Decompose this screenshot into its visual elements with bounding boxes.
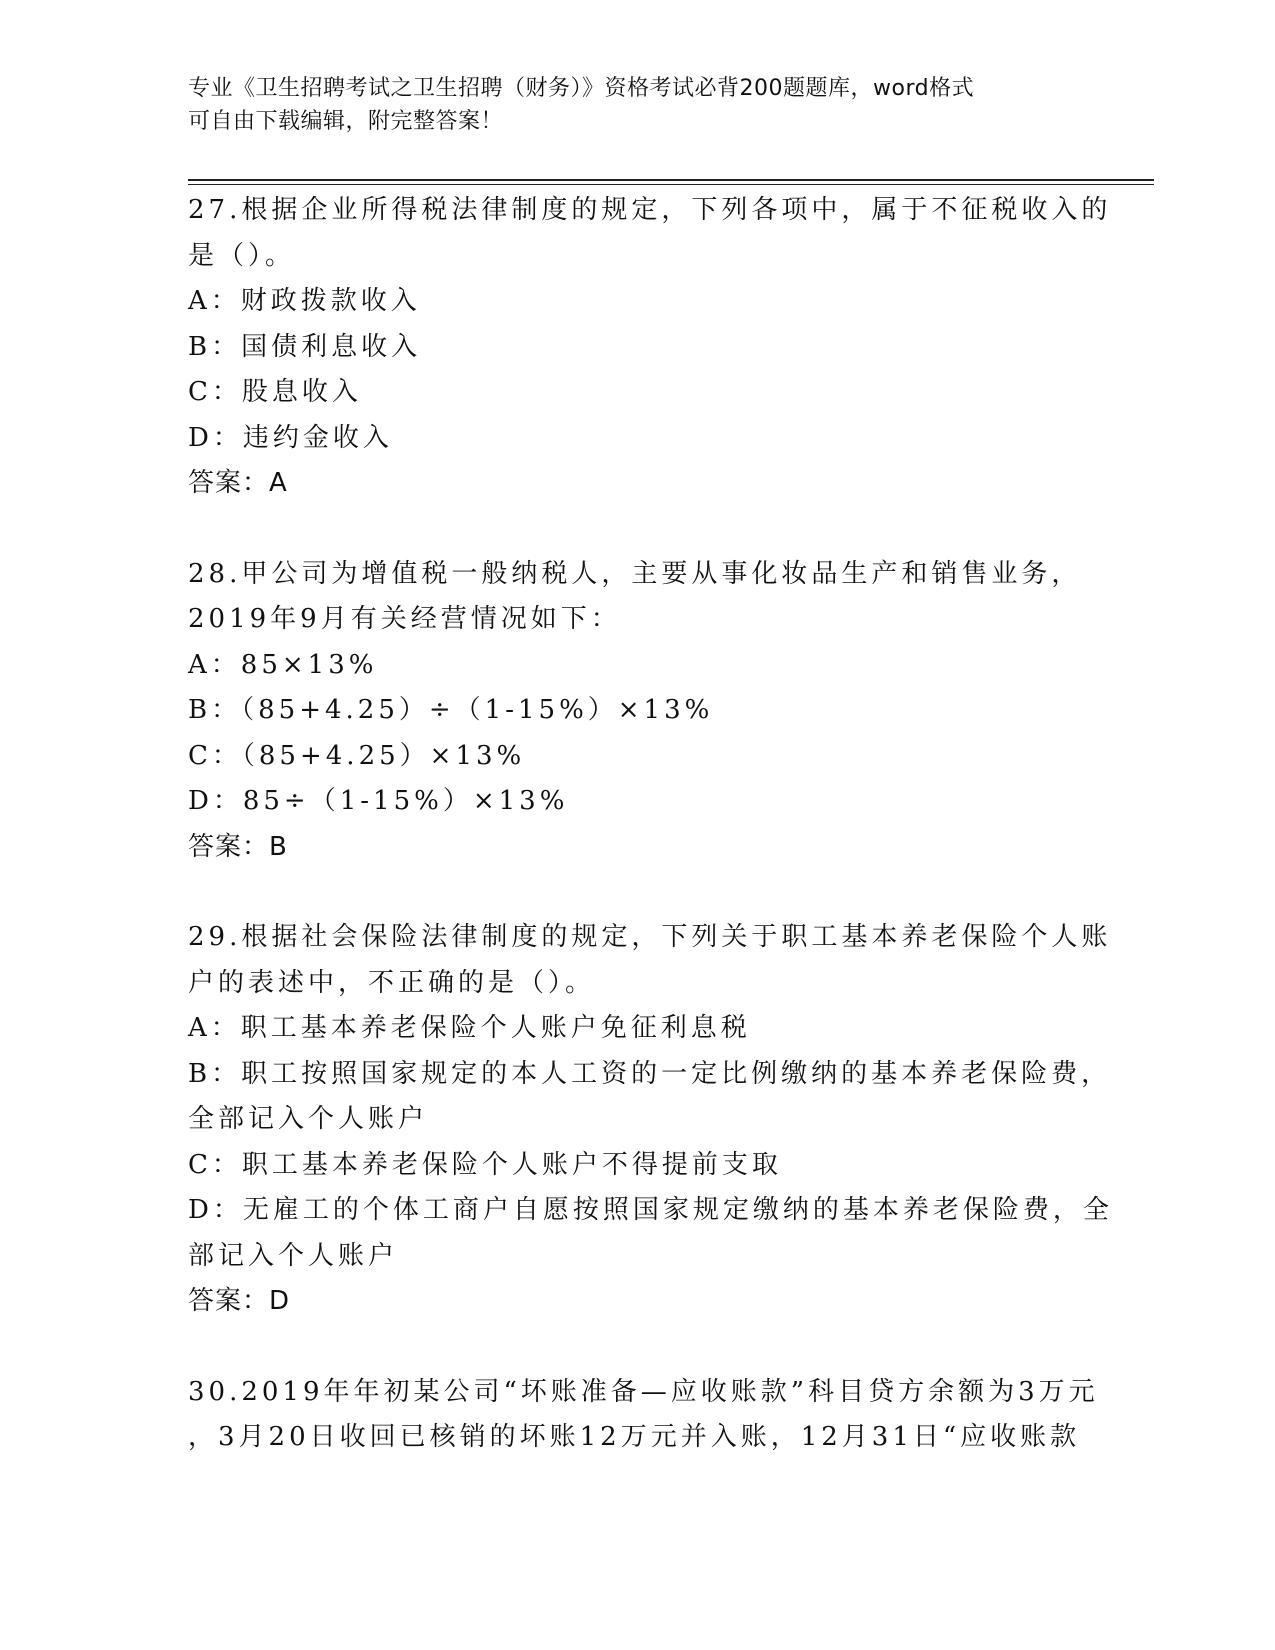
option-a: A：财政拨款收入 [188, 286, 421, 316]
option-c: C：职工基本养老保险个人账户不得提前支取 [188, 1149, 782, 1180]
header-line-2: 可自由下载编辑，附完整答案！ [188, 109, 504, 134]
option-d: D：违约金收入 [188, 422, 393, 453]
answer-line: 答案：A [188, 468, 288, 498]
header-divider-thick [188, 179, 1154, 181]
option-c: C：（85+4.25）×13% [188, 740, 526, 771]
option-c: C：股息收入 [188, 377, 362, 407]
question-stem: 28.甲公司为增值税一般纳税人，主要从事化妆品生产和销售业务， [188, 558, 1082, 589]
header-line-1: 专业《卫生招聘考试之卫生招聘（财务）》资格考试必背200题题库，word格式 [188, 76, 975, 101]
question-stem: 2019年9月有关经营情况如下： [188, 604, 621, 634]
question-stem: 户的表述中，不正确的是（）。 [188, 967, 596, 998]
question-30 [188, 1370, 1099, 1461]
option-a: A：85×13% [188, 649, 378, 680]
question-28 [188, 552, 1088, 871]
question-stem: ，3月20日收回已核销的坏账12万元并入账，12月31日“应收账款 [188, 1422, 1081, 1452]
question-stem: 27.根据企业所得税法律制度的规定，下列各项中，属于不征税收入的 [188, 195, 1112, 225]
question-27 [188, 188, 1112, 507]
option-b: B：职工按照国家规定的本人工资的一定比例缴纳的基本养老保险费， [188, 1058, 1112, 1089]
option-b: B：国债利息收入 [188, 331, 422, 362]
document-header [188, 72, 1068, 138]
option-d: D：无雇工的个体工商户自愿按照国家规定缴纳的基本养老保险费，全 [188, 1195, 1113, 1225]
question-29 [188, 915, 1113, 1325]
answer-line: 答案：D [188, 1286, 291, 1316]
question-stem: 29.根据社会保险法律制度的规定，下列关于职工基本养老保险个人账 [188, 922, 1112, 952]
option-b: B：（85+4.25）÷（1-15%）×13% [188, 695, 714, 725]
option-d: D：85÷（1-15%）×13% [188, 786, 569, 816]
question-stem: 是（）。 [188, 240, 296, 271]
option-a: A：职工基本养老保险个人账户免征利息税 [188, 1013, 751, 1043]
option-b-continued: 全部记入个人账户 [188, 1104, 429, 1134]
answer-line: 答案：B [188, 831, 288, 862]
option-d-continued: 部记入个人账户 [188, 1240, 399, 1271]
question-stem: 30.2019年年初某公司“坏账准备—应收账款”科目贷方余额为3万元 [188, 1376, 1099, 1407]
header-divider-thin [188, 184, 1154, 185]
question-list [188, 188, 1113, 1461]
